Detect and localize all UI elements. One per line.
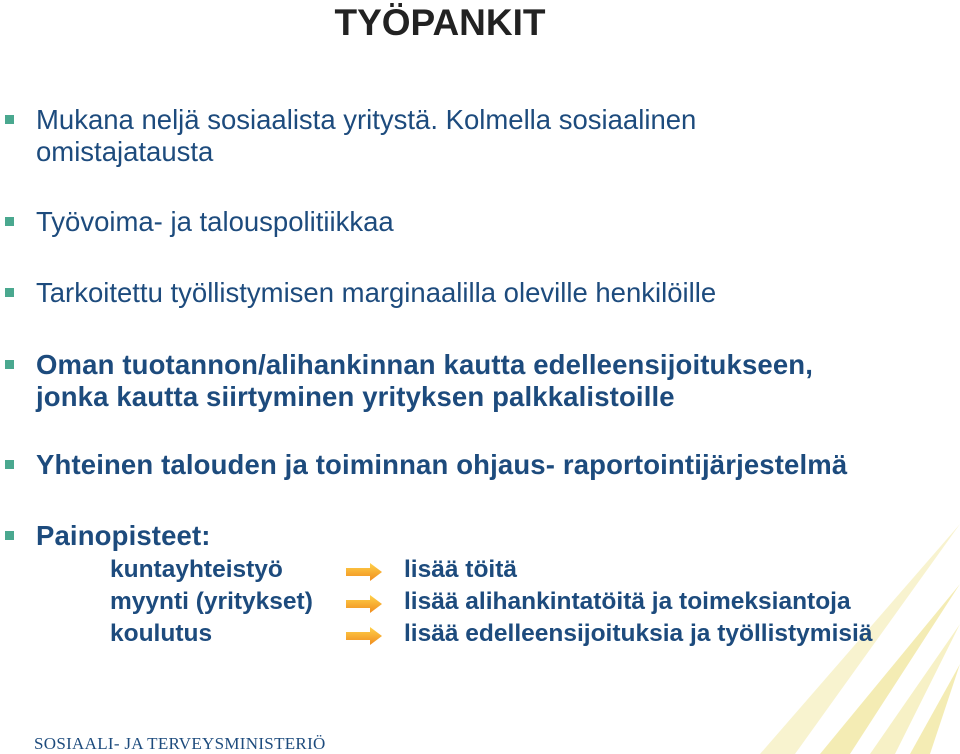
slide-title: TYÖPANKIT — [334, 2, 546, 43]
bullet-item — [36, 520, 916, 552]
bullet-text: Yhteinen talouden ja toiminnan ohjaus- raportointijärjestelmä — [36, 449, 848, 480]
focus-from: myynti (yritykset) — [110, 588, 313, 615]
right-arrow-icon — [346, 627, 382, 645]
focus-to: lisää edelleensijoituksia ja työllistymisiä — [404, 620, 873, 647]
bullet-text: Tarkoitettu työllistymisen marginaalilla oleville henkilöille — [36, 277, 717, 308]
focus-from: kuntayhteistyö — [110, 556, 283, 583]
bullet-text-line: jonka kautta siirtyminen yrityksen palkkalistoille — [36, 381, 675, 412]
bullet-item — [36, 449, 916, 481]
square-bullet-icon — [5, 360, 14, 369]
ministry-logo-text: SOSIAALI- JA TERVEYSMINISTERIÖ — [34, 734, 326, 753]
square-bullet-icon — [5, 115, 14, 124]
bullet-text-line: omistajatausta — [36, 136, 214, 167]
square-bullet-icon — [5, 531, 14, 540]
focus-row — [110, 556, 950, 588]
focus-row — [110, 620, 950, 652]
focus-to: lisää töitä — [404, 556, 518, 583]
bullet-text-line: Mukana neljä sosiaalista yritystä. Kolmella sosiaalinen — [36, 104, 697, 135]
right-arrow-icon — [346, 563, 382, 581]
focus-row — [110, 588, 950, 620]
focus-from: koulutus — [110, 620, 213, 647]
square-bullet-icon — [5, 288, 14, 297]
bullet-text-line: Oman tuotannon/alihankinnan kautta edelleensijoitukseen, — [36, 349, 814, 380]
bullet-item — [36, 104, 916, 168]
focus-to: lisää alihankintatöitä ja toimeksiantoja — [404, 588, 851, 615]
right-arrow-icon — [346, 595, 382, 613]
bullet-item — [36, 277, 916, 309]
bullet-text: Painopisteet: — [36, 520, 211, 551]
bullet-item — [36, 349, 916, 413]
square-bullet-icon — [5, 217, 14, 226]
square-bullet-icon — [5, 460, 14, 469]
bullet-item — [36, 206, 916, 238]
focus-areas-table — [110, 556, 950, 652]
bullet-text: Työvoima- ja talouspolitiikkaa — [36, 206, 394, 237]
